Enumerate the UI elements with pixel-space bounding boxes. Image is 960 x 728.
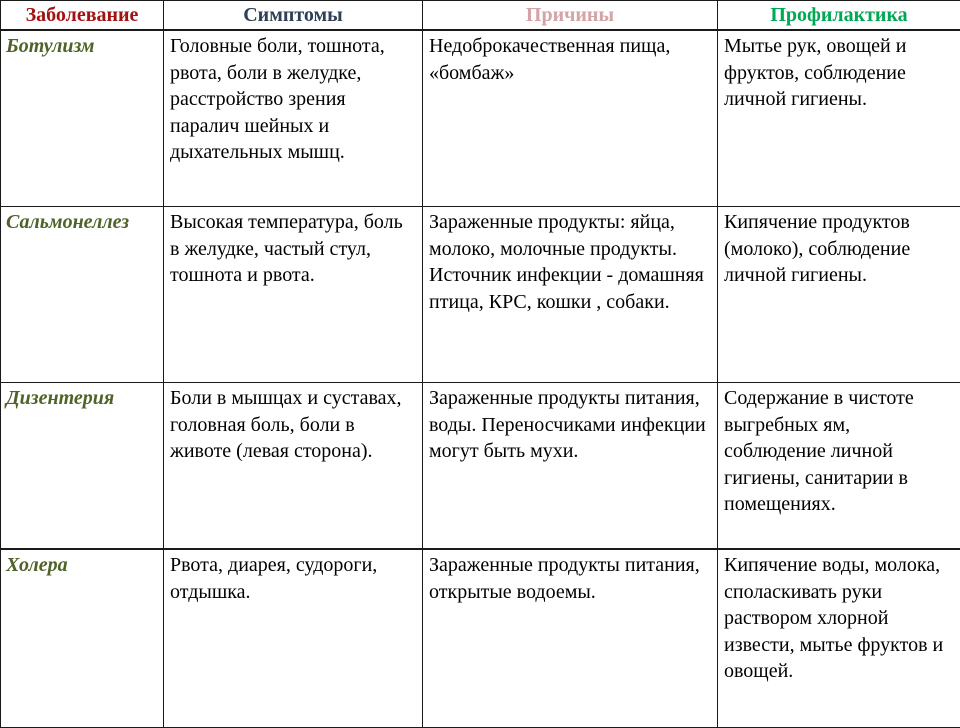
header-disease: Заболевание <box>1 1 164 31</box>
table-row <box>1 549 960 728</box>
table-row <box>1 383 960 550</box>
disease-name-cell: Дизентерия <box>1 383 164 550</box>
header-prevention: Профилактика <box>718 1 960 31</box>
disease-name-cell: Ботулизм <box>1 30 164 207</box>
symptoms-cell: Рвота, диарея, судороги, отдышка. <box>164 549 423 728</box>
causes-cell: Зараженные продукты питания, воды. Переносчиками инфекции могут быть мухи. <box>423 383 718 550</box>
header-row <box>1 1 960 31</box>
header-symptoms: Симптомы <box>164 1 423 31</box>
table-row <box>1 207 960 383</box>
prevention-cell: Кипячение воды, молока, споласкивать руки раствором хлорной извести, мытье фруктов и овощей. <box>718 549 960 728</box>
header-causes: Причины <box>423 1 718 31</box>
prevention-cell: Кипячение продуктов (молоко), соблюдение личной гигиены. <box>718 207 960 383</box>
causes-cell: Зараженные продукты питания, открытые водоемы. <box>423 549 718 728</box>
table-row <box>1 30 960 207</box>
symptoms-cell: Головные боли, тошнота, рвота, боли в желудке, расстройство зрения паралич шейных и дыхательных мышц. <box>164 30 423 207</box>
prevention-cell: Содержание в чистоте выгребных ям, соблюдение личной гигиены, санитарии в помещениях. <box>718 383 960 550</box>
disease-name-cell: Холера <box>1 549 164 728</box>
prevention-cell: Мытье рук, овощей и фруктов, соблюдение личной гигиены. <box>718 30 960 207</box>
disease-name-cell: Сальмонеллез <box>1 207 164 383</box>
causes-cell: Недоброкачественная пища, «бомбаж» <box>423 30 718 207</box>
causes-cell: Зараженные продукты: яйца, молоко, молочные продукты. Источник инфекции - домашняя птица, КРС, кошки , собаки. <box>423 207 718 383</box>
symptoms-cell: Высокая температура, боль в желудке, частый стул, тошнота и рвота. <box>164 207 423 383</box>
symptoms-cell: Боли в мышцах и суставах, головная боль, боли в животе (левая сторона). <box>164 383 423 550</box>
